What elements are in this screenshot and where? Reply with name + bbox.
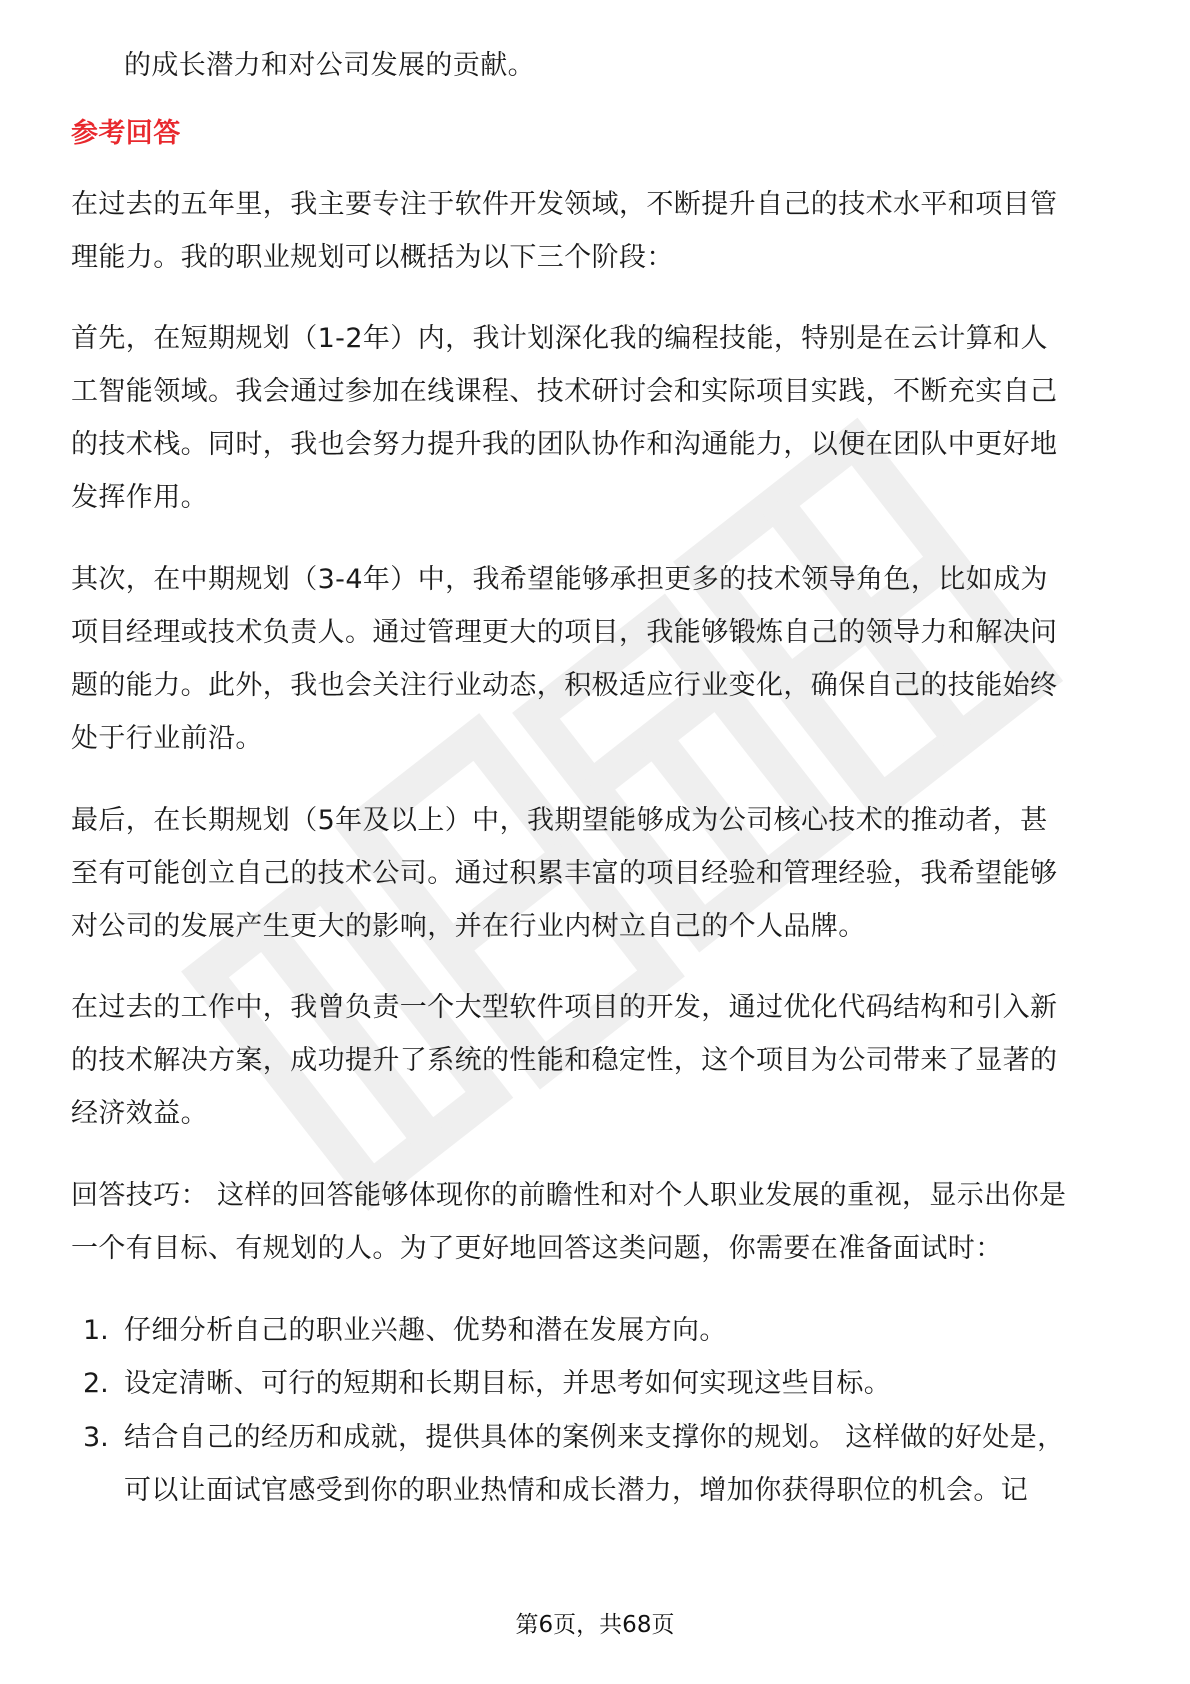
list-text: 结合自己的经历和成就，提供具体的案例来支撑你的规划。 这样做的好处是， bbox=[124, 1422, 1065, 1453]
paragraph-line: 的技术解决方案，成功提升了系统的性能和稳定性，这个项目为公司带来了显著的 bbox=[71, 1045, 1058, 1076]
paragraph-line: 理能力。我的职业规划可以概括为以下三个阶段： bbox=[71, 242, 674, 273]
intro-tail: 的成长潜力和对公司发展的贡献。 bbox=[124, 50, 535, 81]
list-number: 2. bbox=[83, 1368, 109, 1399]
list-text: 可以让面试官感受到你的职业热情和成长潜力，增加你获得职位的机会。记 bbox=[124, 1475, 1029, 1506]
paragraph-line: 其次，在中期规划（3-4年）中，我希望能够承担更多的技术领导角色，比如成为 bbox=[71, 564, 1048, 595]
paragraph-line: 最后，在长期规划（5年及以上）中，我期望能够成为公司核心技术的推动者，甚 bbox=[71, 805, 1048, 836]
list-text: 仔细分析自己的职业兴趣、优势和潜在发展方向。 bbox=[124, 1315, 727, 1346]
paragraph-line: 处于行业前沿。 bbox=[71, 723, 263, 754]
paragraph-line: 对公司的发展产生更大的影响，并在行业内树立自己的个人品牌。 bbox=[71, 911, 866, 942]
paragraph-line: 的技术栈。同时，我也会努力提升我的团队协作和沟通能力，以便在团队中更好地 bbox=[71, 429, 1058, 460]
list-number: 3. bbox=[83, 1422, 109, 1453]
paragraph-line: 一个有目标、有规划的人。为了更好地回答这类问题，你需要在准备面试时： bbox=[71, 1233, 1003, 1264]
paragraph-line: 在过去的工作中，我曾负责一个大型软件项目的开发，通过优化代码结构和引入新 bbox=[71, 992, 1058, 1023]
section-heading: 参考回答 bbox=[71, 118, 181, 149]
paragraph-line: 首先，在短期规划（1-2年）内，我计划深化我的编程技能，特别是在云计算和人 bbox=[71, 323, 1048, 354]
paragraph-line: 至有可能创立自己的技术公司。通过积累丰富的项目经验和管理经验，我希望能够 bbox=[71, 858, 1058, 889]
paragraph-line: 项目经理或技术负责人。通过管理更大的项目，我能够锻炼自己的领导力和解决问 bbox=[71, 617, 1058, 648]
paragraph-line: 在过去的五年里，我主要专注于软件开发领域，不断提升自己的技术水平和项目管 bbox=[71, 189, 1058, 220]
paragraph-line: 回答技巧： 这样的回答能够体现你的前瞻性和对个人职业发展的重视，显示出你是 bbox=[71, 1180, 1067, 1211]
paragraph-line: 经济效益。 bbox=[71, 1098, 208, 1129]
list-number: 1. bbox=[83, 1315, 109, 1346]
paragraph-line: 发挥作用。 bbox=[71, 482, 208, 513]
list-text: 设定清晰、可行的短期和长期目标，并思考如何实现这些目标。 bbox=[124, 1368, 892, 1399]
page-number: 第6页，共68页 bbox=[515, 1612, 675, 1638]
paragraph-line: 工智能领域。我会通过参加在线课程、技术研讨会和实际项目实践，不断充实自己 bbox=[71, 376, 1058, 407]
paragraph-line: 题的能力。此外，我也会关注行业动态，积极适应行业变化，确保自己的技能始终 bbox=[71, 670, 1058, 701]
